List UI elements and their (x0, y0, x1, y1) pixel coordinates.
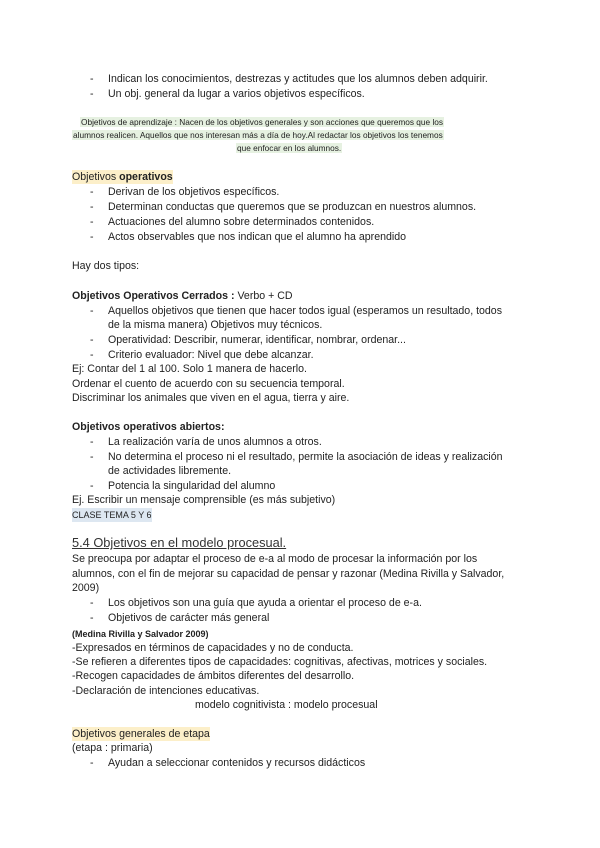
bullet-dash: - (90, 231, 94, 243)
section-54-list-1: -Expresados en términos de capacidades y no de conducta. (72, 642, 354, 654)
cerrados-bullet-3: Criterio evaluador: Nivel que debe alcanzar. (108, 349, 314, 361)
cerrados-example-3: Discriminar los animales que viven en el agua, tierra y aire. (72, 392, 350, 404)
section-54-citation: (Medina Rivilla y Salvador 2009) (72, 629, 209, 639)
operativos-bullet-4: Actos observables que nos indican que el alumno ha aprendido (108, 231, 407, 243)
generales-etapa-subtitle: (etapa : primaria) (72, 742, 153, 754)
cerrados-heading-rest: Verbo + CD (234, 290, 293, 302)
generales-etapa-bullet: Ayudan a seleccionar contenidos y recursos didácticos (108, 757, 366, 769)
bullet-dash: - (90, 597, 94, 609)
cerrados-example-2: Ordenar el cuento de acuerdo con su secuencia temporal. (72, 378, 345, 390)
abiertos-bullet-2-line-2: de actividades libremente. (108, 465, 232, 477)
section-54-list-3: -Recogen capacidades de ámbitos diferentes del desarrollo. (72, 670, 355, 682)
cerrados-bullet-2: Operatividad: Describir, numerar, identificar, nombrar, ordenar... (108, 334, 406, 346)
aprendizaje-note (72, 114, 528, 157)
abiertos-heading: Objetivos operativos abiertos: (72, 421, 225, 433)
note-line-3: que enfocar en los alumnos. (237, 143, 342, 153)
hay-dos-tipos: Hay dos tipos: (72, 260, 140, 272)
bullet-dash: - (90, 436, 94, 448)
intro-bullet-2: Un obj. general da lugar a varios objetivos específicos. (108, 88, 365, 100)
operativos-heading-plain: Objetivos (72, 171, 120, 183)
bullet-dash: - (90, 305, 94, 317)
section-54-list-4: -Declaración de intenciones educativas. (72, 685, 260, 697)
bullet-dash: - (90, 612, 94, 624)
bullet-dash: - (90, 334, 94, 346)
bullet-dash: - (90, 88, 94, 100)
section-54-list-2: -Se refieren a diferentes tipos de capacidades: cognitivas, afectivas, motrices y sociales. (72, 656, 488, 668)
bullet-dash: - (90, 349, 94, 361)
section-54-paragraph-line-3: 2009) (72, 582, 100, 594)
bullet-dash: - (90, 451, 94, 463)
cerrados-heading (72, 289, 293, 303)
section-54-bullet-2: Objetivos de carácter más general (108, 612, 270, 624)
bullet-dash: - (90, 73, 94, 85)
clase-tag: CLASE TEMA 5 Y 6 (72, 510, 152, 520)
abiertos-bullet-1: La realización varía de unos alumnos a otros. (108, 436, 322, 448)
note-line-2: alumnos realicen. Aquellos que nos interesan más a día de hoy.Al redactar los objetivos los tenemos (73, 130, 443, 140)
abiertos-bullet-2-line-1: No determina el proceso ni el resultado, permite la asociación de ideas y realización (108, 451, 503, 463)
cerrados-bullet-1-line-2: de la misma manera) Objetivos muy técnicos. (108, 319, 323, 331)
abiertos-example: Ej. Escribir un mensaje comprensible (es más subjetivo) (72, 494, 336, 506)
section-54-paragraph-line-1: Se preocupa por adaptar el proceso de e-a al modo de procesar la información por los (72, 553, 478, 565)
section-54-paragraph-line-2: alumnos, con el fin de mejorar su capacidad de pensar y razonar (Medina Rivilla y Salvador, (72, 568, 505, 580)
section-54-bullet-1: Los objetivos son una guía que ayuda a orientar el proceso de e-a. (108, 597, 422, 609)
cerrados-heading-bold: Objetivos Operativos Cerrados : (72, 290, 235, 302)
note-line-1: Objetivos de aprendizaje : Nacen de los objetivos generales y son acciones que queremos que los (81, 117, 444, 127)
operativos-bullet-3: Actuaciones del alumno sobre determinados contenidos. (108, 216, 375, 228)
operativos-bullet-2: Determinan conductas que queremos que se produzcan en nuestros alumnos. (108, 201, 477, 213)
intro-bullet-1: Indican los conocimientos, destrezas y actitudes que los alumnos deben adquirir. (108, 73, 488, 85)
bullet-dash: - (90, 216, 94, 228)
cerrados-bullet-1-line-1: Aquellos objetivos que tienen que hacer todos igual (esperamos un resultado, todos (108, 305, 502, 317)
modelo-line: modelo cognitivista : modelo procesual (195, 699, 378, 711)
section-54-title (72, 535, 286, 551)
operativos-bullet-1: Derivan de los objetivos específicos. (108, 186, 280, 198)
bullet-dash: - (90, 201, 94, 213)
generales-etapa-heading: Objetivos generales de etapa (72, 728, 210, 740)
cerrados-example-1: Ej: Contar del 1 al 100. Solo 1 manera de hacerlo. (72, 363, 307, 375)
bullet-dash: - (90, 186, 94, 198)
operativos-heading-bold: operativos (119, 171, 173, 183)
operativos-heading (72, 170, 173, 184)
bullet-dash: - (90, 480, 94, 492)
abiertos-bullet-3: Potencia la singularidad del alumno (108, 480, 276, 492)
section-54-title-text: 5.4 Objetivos en el modelo procesual. (72, 535, 287, 550)
bullet-dash: - (90, 757, 94, 769)
